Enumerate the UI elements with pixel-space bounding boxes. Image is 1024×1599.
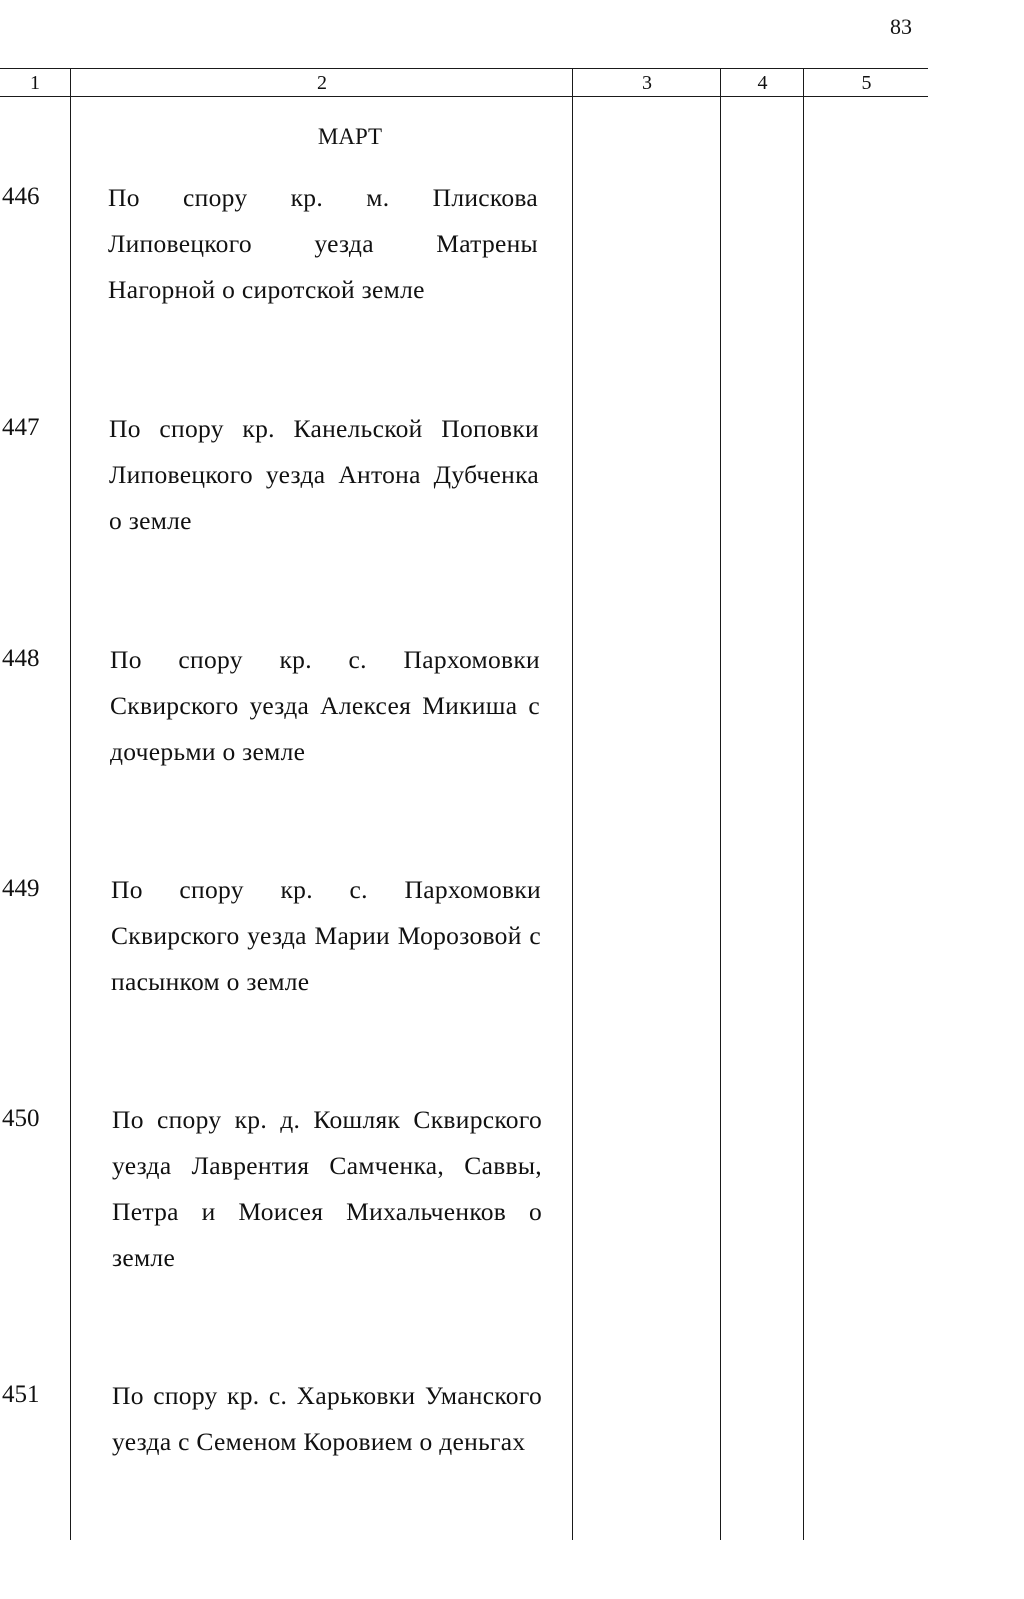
column-header-4: 4 <box>757 72 768 94</box>
column-header-1: 1 <box>30 72 40 94</box>
entry-448-number: 448 <box>2 645 40 672</box>
entry-450-description: По спору кр. д. Кошляк Сквирского уезда Лаврентия Самченка, Саввы, Петра и Моисея Михальченков о земле <box>112 1105 542 1272</box>
entry-447-number: 447 <box>2 414 40 441</box>
column-divider-4 <box>803 68 804 1540</box>
entry-446-number: 446 <box>2 183 40 210</box>
column-divider-2 <box>572 68 573 1540</box>
entry-449-description: По спору кр. с. Пархомовки Сквирского уезда Марии Морозовой с пасынком о земле <box>111 875 541 996</box>
entry-451-number: 451 <box>2 1381 40 1408</box>
column-divider-1 <box>70 68 71 1540</box>
table-top-rule <box>0 68 928 69</box>
entry-449-number: 449 <box>2 875 40 902</box>
entry-448-description: По спору кр. с. Пархомовки Сквирского уезда Алексея Микиша с дочерьми о земле <box>110 645 540 766</box>
page-number: 83 <box>890 14 912 39</box>
table-header-rule <box>0 96 928 97</box>
column-divider-3 <box>720 68 721 1540</box>
entry-450-number: 450 <box>2 1105 40 1132</box>
column-header-3: 3 <box>642 72 652 94</box>
entry-451-description: По спору кр. с. Харьковки Уманского уезда с Семеном Коровием о деньгах <box>112 1381 542 1456</box>
column-header-5: 5 <box>861 72 872 94</box>
section-month: МАРТ <box>317 124 383 149</box>
entry-447-description: По спору кр. Канельской Поповки Липовецкого уезда Антона Дубченка о земле <box>109 414 539 535</box>
entry-446-description: По спору кр. м. Плискова Липовецкого уезда Матрены Нагорной о сиротской земле <box>108 183 538 304</box>
column-header-2: 2 <box>317 72 327 94</box>
